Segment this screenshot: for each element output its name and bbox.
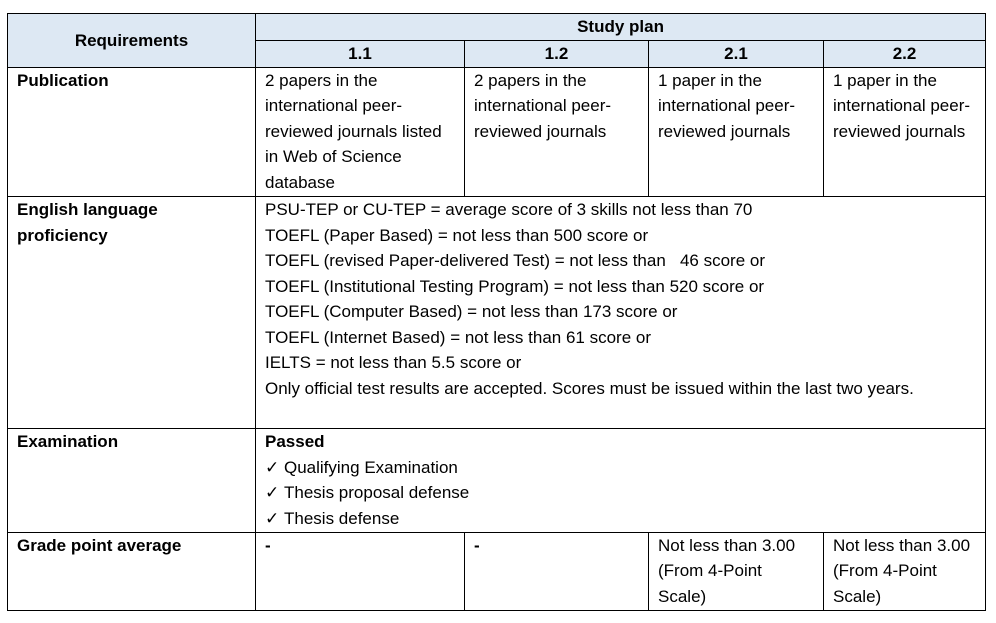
exam-item-label: Thesis proposal defense <box>284 483 470 503</box>
publication-plan-2-2: 1 paper in the international peer-reviewed journals <box>824 67 986 196</box>
english-line: PSU-TEP or CU-TEP = average score of 3 skills not less than 70 <box>265 200 753 220</box>
english-label: English language proficiency <box>8 197 256 429</box>
exam-item <box>265 480 976 506</box>
checkmark-icon: ✓ <box>265 508 280 528</box>
passed-heading: Passed <box>265 432 325 452</box>
english-line: TOEFL (Computer Based) = not less than 173 score or <box>265 302 678 322</box>
english-row <box>8 197 986 429</box>
examination-requirements <box>256 429 986 533</box>
gpa-plan-2-2: Not less than 3.00 (From 4-Point Scale) <box>824 532 986 610</box>
publication-row <box>8 67 986 196</box>
study-plan-header: Study plan <box>256 14 986 41</box>
checkmark-icon: ✓ <box>265 457 280 477</box>
exam-item <box>265 455 976 481</box>
requirements-table <box>7 13 986 611</box>
exam-item <box>265 506 976 532</box>
english-line: TOEFL (Institutional Testing Program) = not less than 520 score or <box>265 276 765 296</box>
plan-header-2-2: 2.2 <box>824 41 986 68</box>
plan-header-1-1: 1.1 <box>256 41 465 68</box>
exam-item-label: Qualifying Examination <box>284 457 458 477</box>
requirements-header: Requirements <box>8 14 256 68</box>
english-line: TOEFL (Paper Based) = not less than 500 score or <box>265 225 649 245</box>
english-line: TOEFL (revised Paper-delivered Test) = not less than 46 score or <box>265 251 766 271</box>
plan-header-1-2: 1.2 <box>465 41 649 68</box>
gpa-row <box>8 532 986 610</box>
examination-row <box>8 429 986 533</box>
english-line: Only official test results are accepted. Scores must be issued within the last two years. <box>265 378 914 398</box>
gpa-plan-1-1: - <box>256 532 465 610</box>
gpa-label: Grade point average <box>8 532 256 610</box>
publication-plan-2-1: 1 paper in the international peer-reviewed journals <box>649 67 824 196</box>
publication-label: Publication <box>8 67 256 196</box>
header-row-top <box>8 14 986 41</box>
english-line: TOEFL (Internet Based) = not less than 61 score or <box>265 327 652 347</box>
publication-plan-1-2: 2 papers in the international peer-reviewed journals <box>465 67 649 196</box>
gpa-plan-1-2: - <box>465 532 649 610</box>
plan-header-2-1: 2.1 <box>649 41 824 68</box>
english-requirements <box>256 197 986 429</box>
exam-item-label: Thesis defense <box>284 508 400 528</box>
checkmark-icon: ✓ <box>265 483 280 503</box>
examination-label: Examination <box>8 429 256 533</box>
publication-plan-1-1: 2 papers in the international peer-reviewed journals listed in Web of Science database <box>256 67 465 196</box>
gpa-plan-2-1: Not less than 3.00 (From 4-Point Scale) <box>649 532 824 610</box>
english-line: IELTS = not less than 5.5 score or <box>265 353 522 373</box>
